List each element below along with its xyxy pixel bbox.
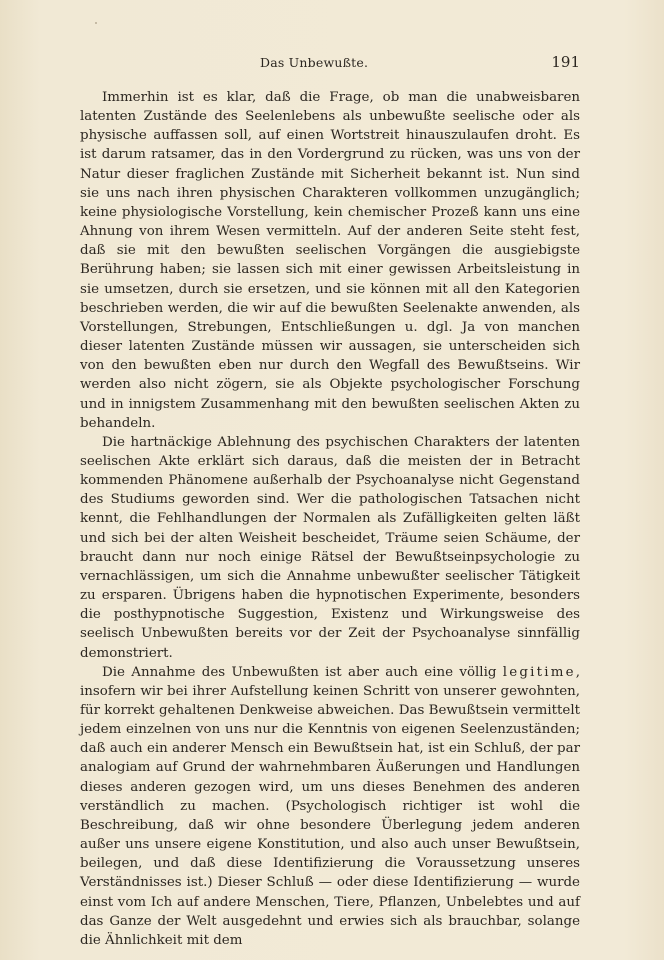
chapter-title: Das Unbewußte. <box>260 55 369 70</box>
paragraph-1: Immerhin ist es klar, daß die Frage, ob man die unabweisbaren latenten Zustände des Seelenlebens als unbewußte seelische oder als physische auffassen soll, auf einen Wortstreit hinauszulaufen droht. Es ist darum ratsamer, das in den Vordergrund zu rücken, was uns von der Natur dieser fraglichen Zustände mit Sicherheit bekannt ist. Nun sind sie uns nach ihren physischen Charakteren vollkommen unzugänglich; keine physiologische Vorstellung, kein chemischer Prozeß kann uns eine Ahnung von ihrem Wesen vermitteln. Auf der anderen Seite steht fest, daß sie mit den bewußten seelischen Vorgängen die ausgiebigste Berührung haben; sie lassen sich mit einer gewissen Arbeitsleistung in sie umsetzen, durch sie ersetzen, und sie können mit all den Kategorien beschrieben werden, die wir auf die bewußten Seelenakte anwenden, als Vorstellungen, Strebungen, Entschließungen u. dgl. Ja von manchen dieser latenten Zustände müssen wir aussagen, sie unterscheiden sich von den bewußten eben nur durch den Wegfall des Bewußtseins. Wir werden also nicht zögern, sie als Objekte psychologischer Forschung und in innigstem Zusammenhang mit den bewußten seelischen Akten zu behandeln. <box>80 90 580 431</box>
body-text <box>80 88 580 950</box>
paragraph-3-part-1: Die Annahme des Unbewußten ist aber auch eine völlig <box>102 664 503 680</box>
paragraph-3 <box>80 663 580 950</box>
running-header <box>60 53 580 73</box>
paper-speck <box>95 22 97 24</box>
paragraph-3-part-2: , insofern wir bei ihrer Aufstellung keinen Schritt von unserer gewohnten, für korrekt gehaltenen Denkweise abweichen. Das Bewußtsein vermittelt jedem einzelnen von uns nur die Kenntnis von eigenen Seelenzuständen; daß auch ein anderer Mensch ein Bewußtsein hat, ist ein Schluß, der par analogiam auf Grund der wahrnehmbaren Äußerungen und Handlungen dieses anderen gezogen wird, um uns dieses Benehmen des anderen verständlich zu machen. (Psychologisch richtiger ist wohl die Beschreibung, daß wir ohne besondere Überlegung jedem anderen außer uns unsere eigene Konstitution, und also auch unser Bewußtsein, beilegen, und daß diese Identifizierung die Voraussetzung unseres Verständnisses ist.) Dieser Schluß — oder diese Identifizierung — wurde einst vom Ich auf andere Menschen, Tiere, Pflanzen, Unbelebtes und auf das Ganze der Welt ausgedehnt und erwies sich als brauchbar, solange die Ähnlichkeit mit dem <box>80 664 580 948</box>
emphasized-word: legitime <box>502 664 576 680</box>
page-number: 191 <box>551 53 580 71</box>
paragraph-2: Die hartnäckige Ablehnung des psychischen Charakters der latenten seelischen Akte erklärt sich daraus, daß die meisten der in Betracht kommenden Phänomene außerhalb der Psychoanalyse nicht Gegenstand des Studiums geworden sind. Wer die pathologischen Tatsachen nicht kennt, die Fehlhandlungen der Normalen als Zufälligkeiten gelten läßt und sich bei der alten Weisheit bescheidet, Träume seien Schäume, der braucht dann nur noch einige Rätsel der Bewußtseinpsychologie zu vernachlässigen, um sich die Annahme unbewußter seelischer Tätigkeit zu ersparen. Übrigens haben die hypnotischen Experimente, besonders die posthypnotische Suggestion, Existenz und Wirkungsweise des seelisch Unbewußten bereits vor der Zeit der Psychoanalyse sinnfällig demonstriert. <box>80 434 580 661</box>
